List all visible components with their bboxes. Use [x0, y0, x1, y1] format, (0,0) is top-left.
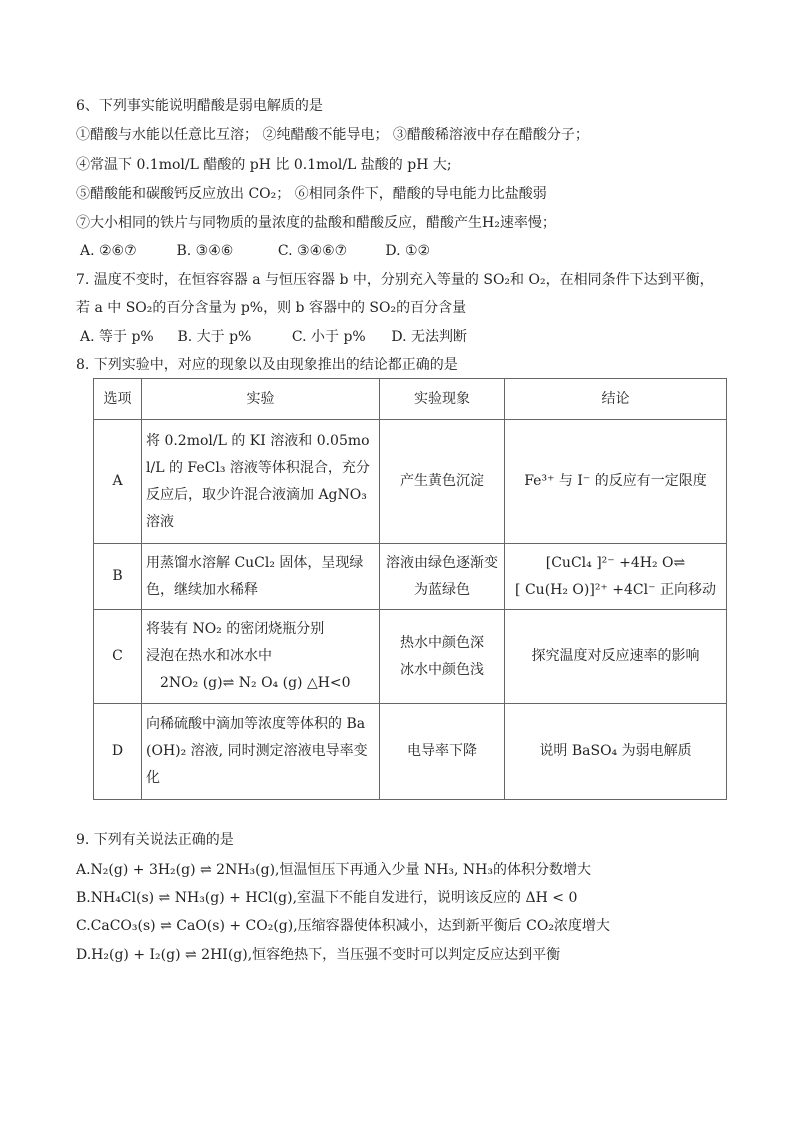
row-b-experiment: 用蒸馏水溶解 CuCl₂ 固体，呈现绿色，继续加水稀释: [142, 544, 380, 610]
q6-option-a[interactable]: A. ②⑥⑦: [80, 243, 137, 259]
table-header-row: [94, 379, 727, 420]
row-b-conclusion-line-1: [CuCl₄ ]²⁻ +4H₂ O⇌: [545, 554, 686, 571]
row-b-option: B: [94, 544, 142, 610]
q9-option-c[interactable]: C.CaCO₃(s) ⇌ CaO(s) + CO₂(g),压缩容器使体积减小，达到新平衡后 CO₂浓度增大: [76, 918, 610, 934]
table-row: [94, 610, 727, 704]
row-a-option: A: [94, 420, 142, 544]
row-d-experiment: 向稀硫酸中滴加等浓度等体积的 Ba(OH)₂ 溶液, 同时测定溶液电导率变化: [142, 704, 380, 800]
header-option: 选项: [94, 379, 142, 420]
row-a-conclusion: Fe³⁺ 与 I⁻ 的反应有一定限度: [505, 420, 727, 544]
row-c-phenomenon-line-2: 冰水中颜色浅: [400, 661, 484, 678]
row-c-option: C: [94, 610, 142, 704]
row-c-conclusion: 探究温度对反应速率的影响: [505, 610, 727, 704]
header-conclusion: 结论: [505, 379, 727, 420]
row-d-phenomenon: 电导率下降: [380, 704, 505, 800]
q6-options: [80, 241, 430, 261]
q7-option-c[interactable]: C. 小于 p%: [291, 329, 366, 345]
row-a-phenomenon: 产生黄色沉淀: [380, 420, 505, 544]
experiment-table: [93, 378, 727, 800]
row-c-experiment: [142, 610, 380, 704]
q7-option-d[interactable]: D. 无法判断: [391, 329, 467, 345]
row-a-experiment: 将 0.2mol/L 的 KI 溶液和 0.05mol/L 的 FeCl₃ 溶液等体积混合，充分反应后，取少许混合液滴加 AgNO₃ 溶液: [142, 420, 380, 544]
row-d-conclusion: 说明 BaSO₄ 为弱电解质: [505, 704, 727, 800]
table-row: [94, 704, 727, 800]
table-row: [94, 544, 727, 610]
header-phenomenon: 实验现象: [380, 379, 505, 420]
q9-option-d[interactable]: D.H₂(g) + I₂(g) ⇌ 2HI(g),恒容绝热下，当压强不变时可以判定反应达到平衡: [76, 947, 561, 963]
q6-statement-line-3: ⑤醋酸能和碳酸钙反应放出 CO₂； ⑥相同条件下，醋酸的导电能力比盐酸弱: [76, 186, 547, 202]
row-c-phenomenon: [380, 610, 505, 704]
row-c-equation: 2NO₂ (g)⇌ N₂ O₄ (g) △H<0: [160, 675, 351, 691]
q9-option-a[interactable]: A.N₂(g) + 3H₂(g) ⇌ 2NH₃(g),恒温恒压下再通入少量 NH₃, NH₃的体积分数增大: [76, 862, 591, 878]
row-c-experiment-line-1: 将装有 NO₂ 的密闭烧瓶分别: [146, 621, 325, 637]
q7-stem-line-1: 7. 温度不变时，在恒容容器 a 与恒压容器 b 中，分别充入等量的 SO₂和 O₂，在相同条件下达到平衡，: [76, 272, 714, 288]
row-b-phenomenon: 溶液由绿色逐渐变为蓝绿色: [380, 544, 505, 610]
q6-statement-line-4: ⑦大小相同的铁片与同物质的量浓度的盐酸和醋酸反应，醋酸产生H₂速率慢；: [76, 215, 556, 231]
q7-option-a[interactable]: A. 等于 p%: [80, 329, 154, 345]
row-d-option: D: [94, 704, 142, 800]
row-b-conclusion-line-2: [ Cu(H₂ O)]²⁺ +4Cl⁻ 正向移动: [515, 581, 716, 598]
q6-option-b[interactable]: B. ③④⑥: [176, 243, 234, 259]
q6-option-c[interactable]: C. ③④⑥⑦: [277, 243, 348, 259]
q7-stem-line-2: 若 a 中 SO₂的百分含量为 p%，则 b 容器中的 SO₂的百分含量: [76, 300, 467, 316]
row-c-phenomenon-line-1: 热水中颜色深: [400, 634, 484, 651]
row-b-conclusion: [505, 544, 727, 610]
row-c-experiment-line-2: 浸泡在热水和冰水中: [146, 648, 272, 664]
q6-stem: 6、下列事实能说明醋酸是弱电解质的是: [76, 98, 323, 114]
q6-option-d[interactable]: D. ①②: [385, 243, 431, 259]
q6-statement-line-1: ①醋酸与水能以任意比互溶； ②纯醋酸不能导电； ③醋酸稀溶液中存在醋酸分子；: [76, 127, 589, 143]
q7-options: [80, 327, 467, 347]
table-row: [94, 420, 727, 544]
q9-stem: 9. 下列有关说法正确的是: [76, 832, 234, 848]
q6-statement-line-2: ④常温下 0.1mol/L 醋酸的 pH 比 0.1mol/L 盐酸的 pH 大;: [76, 157, 452, 173]
q9-option-b[interactable]: B.NH₄Cl(s) ⇌ NH₃(g) + HCl(g),室温下不能自发进行，说明该反应的 ΔH < 0: [76, 890, 578, 906]
q8-stem: 8. 下列实验中，对应的现象以及由现象推出的结论都正确的是: [76, 357, 458, 373]
header-experiment: 实验: [142, 379, 380, 420]
q7-option-b[interactable]: B. 大于 p%: [177, 329, 252, 345]
